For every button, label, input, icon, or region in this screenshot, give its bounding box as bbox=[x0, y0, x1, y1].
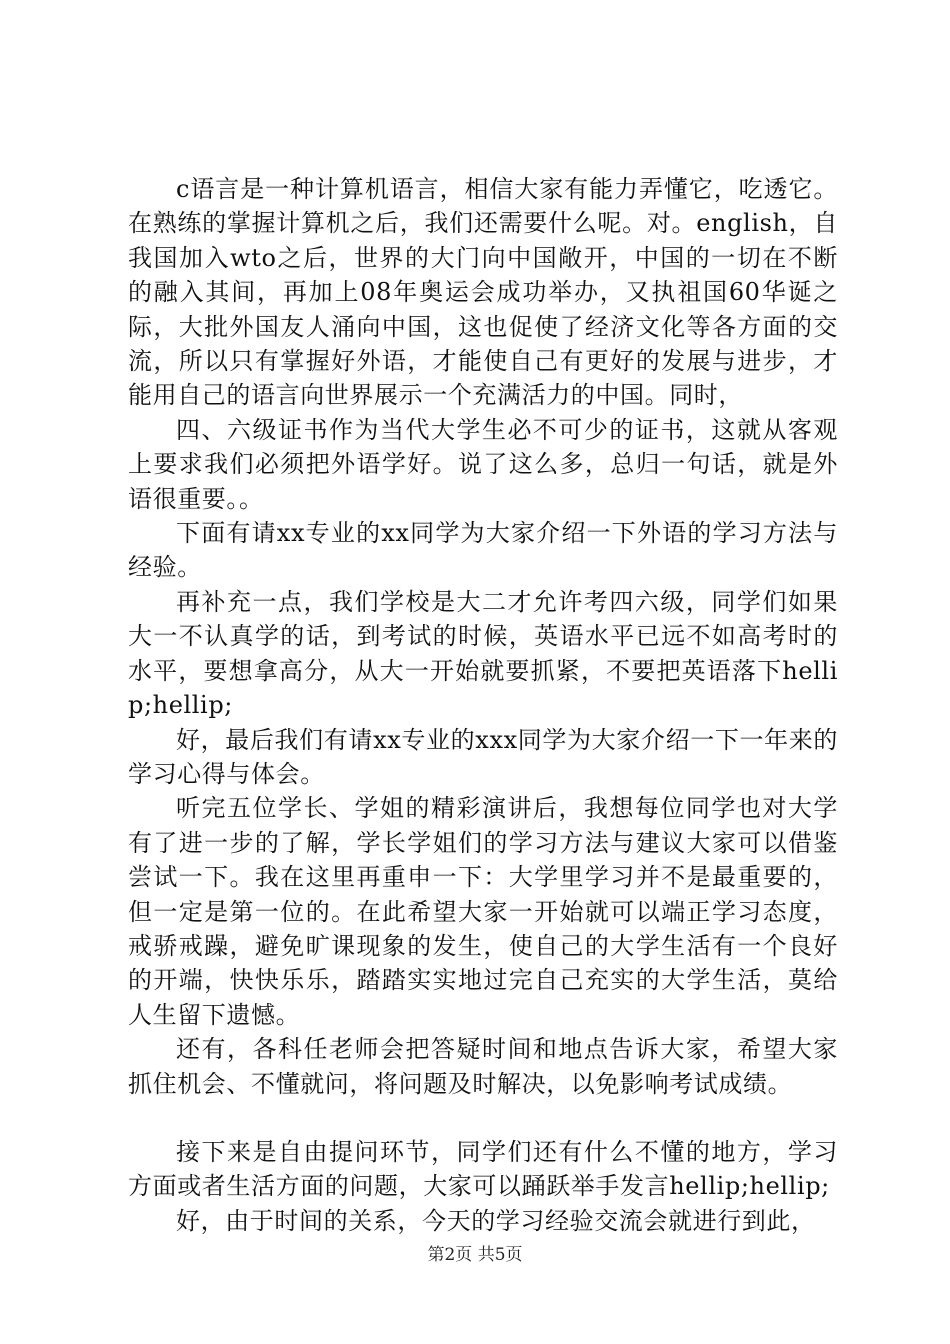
paragraph-final-speaker: 好，最后我们有请xx专业的xxx同学为大家介绍一下一年来的学习心得与体会。 bbox=[128, 725, 838, 788]
paragraph-qa-session: 接下来是自由提问环节，同学们还有什么不懂的地方，学习方面或者生活方面的问题，大家可以踊跃举手发言hellip;hellip; bbox=[128, 1137, 838, 1201]
page-footer: 第2页 共5页 bbox=[427, 1245, 523, 1265]
paragraph-summary: 听完五位学长、学姐的精彩演讲后，我想每位同学也对大学有了进一步的了解，学长学姐们的学习方法与建议大家可以借鉴尝试一下。我在这里再重申一下：大学里学习并不是最重要的，但一定是第一位的。在此希望大家一开始就可以端正学习态度，戒骄戒躁，避免旷课现象的发生，使自己的大学生活有一个良好的开端，快快乐乐，踏踏实实地过完自己充实的大学生活，莫给人生留下遗憾。 bbox=[128, 794, 838, 1029]
paragraph-c-language: c语言是一种计算机语言，相信大家有能力弄懂它，吃透它。在熟练的掌握计算机之后，我们还需要什么呢。对。english，自我国加入wto之后，世界的大门向中国敞开，中国的一切在不断的融入其间，再加上08年奥运会成功举办，又执祖国60华诞之际，大批外国友人涌向中国，这也促使了经济文化等各方面的交流，所以只有掌握好外语，才能使自己有更好的发展与进步，才能用自己的语言向世界展示一个充满活力的中国。同时， bbox=[128, 175, 838, 410]
paragraph-supplement: 再补充一点，我们学校是大二才允许考四六级，同学们如果大一不认真学的话，到考试的时候，英语水平已远不如高考时的水平，要想拿高分，从大一开始就要抓紧，不要把英语落下hellip;hellip; bbox=[128, 587, 838, 720]
paragraph-spacer bbox=[128, 1101, 838, 1135]
paragraph-invite-speaker: 下面有请xx专业的xx同学为大家介绍一下外语的学习方法与经验。 bbox=[128, 519, 838, 582]
document-body bbox=[128, 172, 838, 1238]
paragraph-cet-certificate: 四、六级证书作为当代大学生必不可少的证书，这就从客观上要求我们必须把外语学好。说了这么多，总归一句话，就是外语很重要。。 bbox=[128, 415, 838, 513]
paragraph-teachers: 还有，各科任老师会把答疑时间和地点告诉大家，希望大家抓住机会、不懂就问，将问题及时解决，以免影响考试成绩。 bbox=[128, 1035, 838, 1098]
paragraph-closing: 好，由于时间的关系，今天的学习经验交流会就进行到此， bbox=[176, 1206, 816, 1235]
